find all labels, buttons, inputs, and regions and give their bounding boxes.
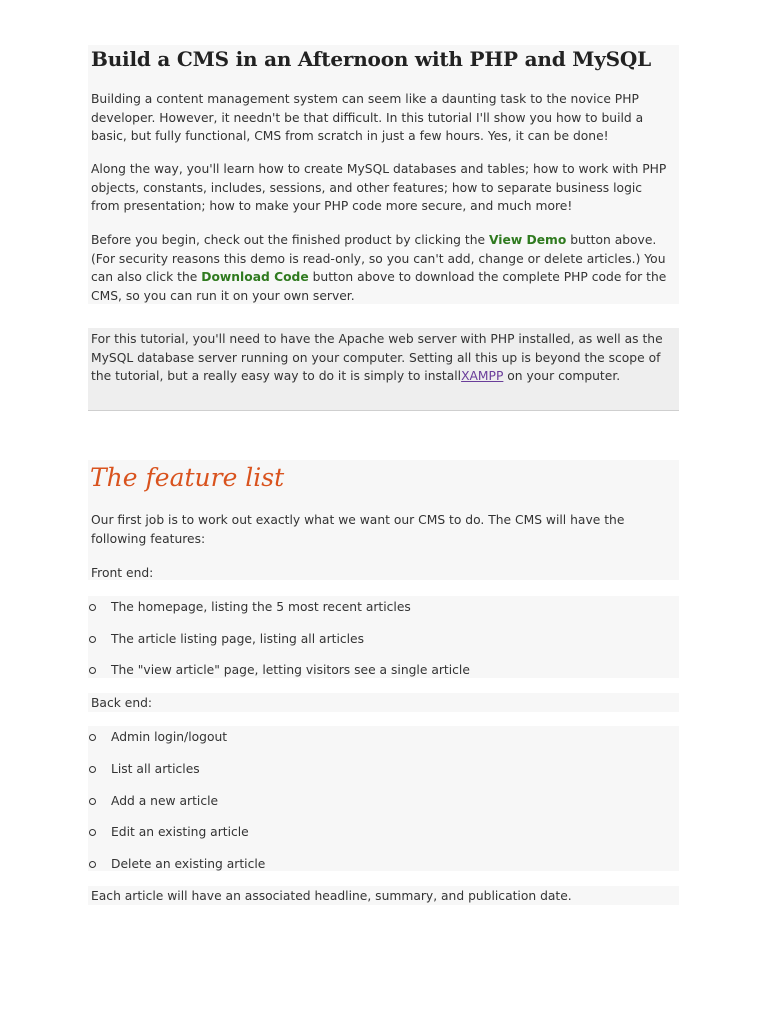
note-text-a: For this tutorial, you'll need to have the Apache web server with PHP installed, as well as the MySQL database server running on your computer. Setting all this up is beyond the scope of the tutorial, but a really easy way to do it is simply to install [91, 332, 663, 384]
requirements-note [88, 328, 679, 411]
back-end-label-block [88, 693, 679, 712]
intro-text-b: button above. (For security reasons this demo is read-only, so you can't add, change or delete articles.) You can also click the [91, 233, 666, 285]
bullet-circle-icon [89, 734, 96, 741]
front-end-list: The homepage, listing the 5 most recent articles The article listing page, listing all articles The "view article" page, letting visitors see a single article [88, 596, 679, 678]
bullet-circle-icon [89, 667, 96, 674]
intro-paragraph-2: Along the way, you'll learn how to create MySQL databases and tables; how to work with PHP objects, constants, includes, sessions, and other features; how to separate business logic from presentation; how to make your PHP code more secure, and much more! [91, 162, 667, 214]
intro-section [88, 45, 679, 304]
xampp-link[interactable]: XAMPP [461, 369, 504, 384]
article-title: Build a CMS in an Afternoon with PHP and MySQL [91, 47, 651, 71]
bullet-circle-icon [89, 829, 96, 836]
bullet-circle-icon [89, 604, 96, 611]
back-end-list: Admin login/logout List all articles Add a new article Edit an existing article Delete an existing article [88, 726, 679, 871]
closing-block [88, 886, 679, 905]
bullet-circle-icon [89, 766, 96, 773]
note-text-b: on your computer. [503, 369, 621, 384]
intro-paragraph-3 [91, 231, 673, 306]
front-end-label: Front end: [91, 566, 154, 580]
intro-text-c: button above to download the complete PHP code for the CMS, so you can run it on your own server. [91, 270, 667, 304]
note-paragraph [91, 330, 673, 386]
feature-list-section [88, 460, 679, 580]
bullet-circle-icon [89, 798, 96, 805]
closing-sentence: Each article will have an associated headline, summary, and publication date. [91, 889, 572, 903]
back-end-label: Back end: [91, 696, 153, 710]
feature-intro: Our first job is to work out exactly what we want our CMS to do. The CMS will have the following features: [91, 513, 625, 546]
bullet-circle-icon [89, 861, 96, 868]
feature-list-heading: The feature list [90, 463, 285, 492]
intro-paragraph-1: Building a content management system can seem like a daunting task to the novice PHP developer. However, it needn't be that difficult. In this tutorial I'll show you how to build a basic, but fully functional, CMS from scratch in just a few hours. Yes, it can be done! [91, 92, 644, 144]
download-code-mention: Download Code [201, 270, 309, 285]
intro-text-a: Before you begin, check out the finished product by clicking the [91, 233, 489, 247]
view-demo-mention: View Demo [489, 233, 567, 247]
bullet-circle-icon [89, 636, 96, 643]
